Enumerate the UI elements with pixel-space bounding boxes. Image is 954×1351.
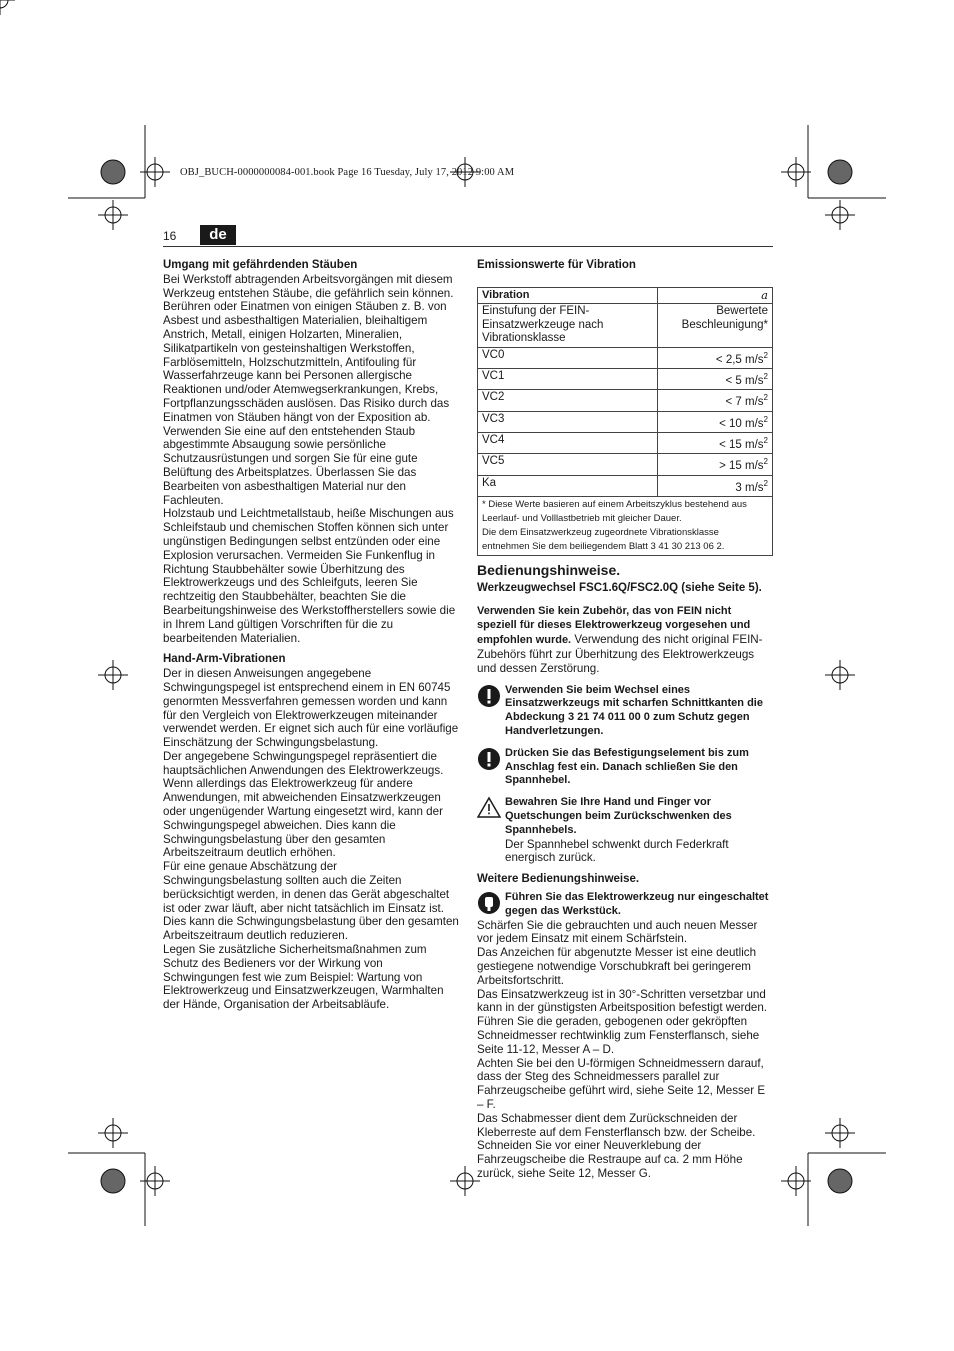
paragraph: Achten Sie bei den U-förmigen Schneidmessern darauf, dass der Steg des Schneidmessers parallel zur Fahrzeugscheibe geführt wird, siehe Seite 12, Messer E – F. [477,1056,766,1111]
vibration-table [477,287,773,556]
table-note-1: * Diese Werte basieren auf einem Arbeitszyklus bestehend aus Leerlauf- und Volllastbetrieb mit gleicher Dauer. [482,499,747,525]
heading-emission: Emissionswerte für Vibration [477,259,636,271]
table-row [478,475,773,496]
warning-detail: Der Spannhebel schwenkt durch Federkraft energisch zurück. [505,837,729,865]
acceleration-value: < 2,5 $m/s^2$ [657,347,772,368]
acceleration-value: > 15 $m/s^2$ [657,454,772,475]
vibration-class: VC2 [478,390,658,411]
mandatory-icon [477,747,501,771]
paragraph: Der angegebene Schwingungspegel repräsentiert die hauptsächlichen Anwendungen des Elektrowerkzeugs. Wenn allerdings das Elektrowerkzeug für andere Anwendungen, mit abweichenden Einsatzwerkzeugen oder ungenügender Wartung eingesetzt wird, kann der Schwingungspegel abweichen. Dies kann die Schwingungsbelastung über den gesamten Arbeitszeitraum deutlich erhöhen. [163,749,444,860]
paragraph [477,604,773,676]
table-note [478,497,773,556]
acceleration-value: 3 $m/s^2$ [657,475,772,496]
right-column [477,259,773,1181]
vibration-class: VC3 [478,411,658,432]
table-head-right: a [657,287,772,304]
table-row [478,433,773,454]
instruction: Verwenden Sie beim Wechsel eines Einsatzwerkzeugs mit scharfen Schnittkanten die Abdeckung 3 21 74 011 00 0 zum Schutz gegen Handverletzungen. [505,683,763,738]
instruction: Drücken Sie das Befestigungselement bis zum Anschlag fest ein. Danach schließen Sie den Spannhebel. [505,746,749,787]
table-row [478,411,773,432]
language-tab: de [200,225,236,245]
heading-operation: Bedienungshinweise. [477,562,621,579]
table-note-2: Die dem Einsatzwerkzeug zugeordnete Vibrationsklasse entnehmen Sie dem beiliegendem Blatt 3 41 30 213 06 2. [482,527,725,553]
paragraph: Der in diesen Anweisungen angegebene Schwingungspegel ist entsprechend einem in EN 60745 genormten Messverfahren gemessen worden und kann für den Vergleich von Elektrowerkzeugen miteinander verwendet werden. Er eignet sich auch für eine vorläufige Einschätzung der Schwingungsbelastung. [163,667,459,750]
paragraph: Holzstaub und Leichtmetallstaub, heiße Mischungen aus Schleifstaub und chemischen Stoffen können sich unter ungünstigen Bedingungen selbst entzünden oder eine Explosion verursachen. Vermeiden Sie Funkenflug in Richtung Staubbehälter sowie Überhitzung des Elektrowerkzeugs und des Schleifguts, leeren Sie rechtzeitig den Staubbehälter, beachten Sie die Bearbeitungshinweise des Werkstoffherstellers sowie die in Ihrem Land gültigen Vorschriften für die zu bearbeitenden Materialien. [163,507,456,645]
table-sub-left: Einstufung der FEIN-Einsatzwerkzeuge nach Vibrationsklasse [478,304,658,348]
paragraph: Das Schabmesser dient dem Zurückschneiden der Kleberreste auf dem Fensterflansch bzw. der Scheibe. Schneiden Sie vor einer Neuverklebung der Fahrzeugscheibe die Restraupe auf ca. 2 mm Höhe zurück, siehe Seite 12, Messer G. [477,1111,756,1180]
table-head-left: Vibration [478,287,658,304]
heading-further: Weitere Bedienungshinweise. [477,873,640,886]
table-row [478,454,773,475]
heading-dust: Umgang mit gefährdenden Stäuben [163,259,358,271]
warning-text: Bewahren Sie Ihre Hand und Finger vor Quetschungen beim Zurückschwenken des Spannhebels. [505,796,732,836]
mandatory-icon [477,684,501,708]
acceleration-value: < 10 $m/s^2$ [657,411,772,432]
heading-tool-change: Werkzeugwechsel FSC1.6Q/FSC2.0Q (siehe Seite 5). [477,581,762,594]
table-sub-right: Bewertete Beschleunigung* [657,304,772,348]
vibration-class: VC4 [478,433,658,454]
heading-vibration: Hand-Arm-Vibrationen [163,653,286,666]
acceleration-value: < 5 $m/s^2$ [657,369,772,390]
print-slug: OBJ_BUCH-0000000084-001.book Page 16 Tuesday, July 17, 2012 9:00 AM [180,167,515,178]
vibration-class: VC1 [478,369,658,390]
acceleration-value: < 15 $m/s^2$ [657,433,772,454]
paragraph: Bei Werkstoff abtragenden Arbeitsvorgängen mit diesem Werkzeug entstehen Stäube, die gefährlich sein können. Berühren oder Einatmen von einigen Stäuben z. B. von Asbest und asbesthaltigen Materialien, bleihaltigem Anstrich, Metall, einigen Holzarten, Mineralien, Silikatpartikeln von gesteinshaltigen Werkstoffen, Farblösemitteln, Holzschutzmitteln, Antifouling für Wasserfahrzeuge kann bei Personen allergische Reaktionen und/oder Atemwegserkrankungen, Krebs, Fortpflanzungsschäden auslösen. Das Risiko durch das Einatmen von Stäuben hängt von der Exposition ab. Verwenden Sie eine auf den entstehenden Staub abgestimmte Absaugung sowie persönliche Schutzausrüstungen und sorgen Sie für eine gute Belüftung des Arbeitsplatzes. Überlassen Sie das Bearbeiten von asbesthaltigen Material nur den Fachleuten. [163,272,454,507]
acceleration-value: < 7 $m/s^2$ [657,390,772,411]
instruction-icon [477,891,501,915]
paragraph: Führen Sie die geraden, gebogenen oder gekröpften Schneidmesser rechtwinklig zum Fensterflansch, siehe Seite 11-12, Messer A – D. [477,1015,760,1056]
warning-icon [477,796,501,820]
vibration-class: Ka [478,475,658,496]
page-number: 16 [163,229,177,243]
paragraph: Schärfen Sie die gebrauchten und auch neuen Messer vor jedem Einsatz mit einem Schärfstein. [477,918,758,946]
paragraph: Legen Sie zusätzliche Sicherheitsmaßnahmen zum Schutz des Bedieners vor der Wirkung von Schwingungen fest wie zum Beispiel: Wartung von Elektrowerkzeug und Einsatzwerkzeugen, Warmhalten der Hände, Organisation der Arbeitsabläufe. [163,943,444,1012]
table-row [478,390,773,411]
paragraph: Das Einsatzwerkzeug ist in 30°-Schritten versetzbar und kann in der günstigsten Arbeitsposition befestigt werden. [477,987,768,1015]
bold-text: Verwenden Sie kein Zubehör, das von FEIN nicht speziell für dieses Elektrowerkzeug vorgesehen und empfohlen wurde. [477,604,751,647]
paragraph: Das Anzeichen für abgenutzte Messer ist eine deutlich gestiegene notwendige Vorschubkraft bei geringerem Arbeitsfortschritt. [477,946,757,987]
paragraph: Für eine genaue Abschätzung der Schwingungsbelastung sollten auch die Zeiten berücksichtigt werden, in denen das Gerät abgeschaltet ist oder zwar läuft, aber nicht tatsächlich im Einsatz ist. Dies kann die Schwingungsbelastung über den gesamten Arbeitszeitraum deutlich reduzieren. [163,860,459,943]
vibration-class: VC0 [478,347,658,368]
instruction: Führen Sie das Elektrowerkzeug nur eingeschaltet gegen das Werkstück. [505,891,769,917]
header-rule [163,246,773,247]
vibration-class: VC5 [478,454,658,475]
left-column [163,259,459,1012]
table-row [478,347,773,368]
table-row [478,369,773,390]
text: Verwendung des nicht original FEIN-Zubehörs führt zur Überhitzung des Elektrowerkzeugs und dessen Zerstörung. [477,633,763,675]
